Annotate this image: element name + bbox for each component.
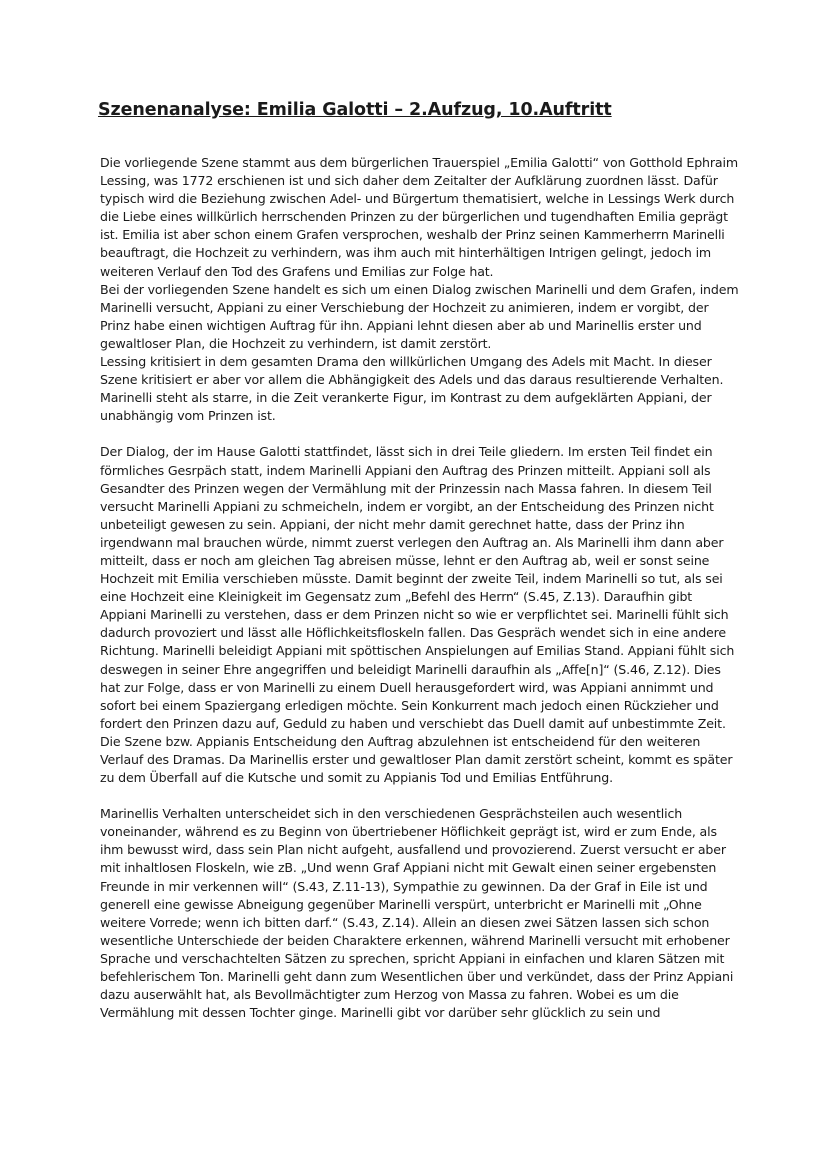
paragraph-scene-summary: Bei der vorliegenden Szene handelt es sich um einen Dialog zwischen Marinelli und dem Grafen, indem Marinelli versucht, Appiani zu einer Verschiebung der Hochzeit zu animieren, indem er vorgibt, der Prinz habe einen wichtigen Auftrag für ihn. Appiani lehnt diesen aber ab und Marinellis erster und gewaltloser Plan, die Hochzeit zu verhindern, ist damit zerstört. xyxy=(100,281,739,351)
document-body xyxy=(100,154,740,1022)
paragraph-scene-significance: Die Szene bzw. Appianis Entscheidung den Auftrag abzulehnen ist entscheidend für den weiteren Verlauf des Dramas. Da Marinellis erster und gewaltloser Plan damit zerstört scheint, kommt es später zu dem Überfall auf die Kutsche und somit zu Appianis Tod und Emilias Entführung. xyxy=(100,733,733,786)
section-gap xyxy=(100,425,740,443)
paragraph-marinelli-behavior: Marinellis Verhalten unterscheidet sich in den verschiedenen Gesprächsteilen auch wesentlich voneinander, während es zu Beginn von übertriebener Höflichkeit geprägt ist, wird er zum Ende, als ihm bewusst wird, dass sein Plan nicht aufgeht, ausfallend und provozierend. Zuerst versucht er aber mit inhaltlosen Floskeln, wie zB. „Und wenn Graf Appiani nicht mit Gewalt einen seiner ergebensten Freunde in mir verkennen will“ (S.43, Z.11-13), Sympathie zu gewinnen. Da der Graf in Eile ist und generell eine gewisse Abneigung gegenüber Marinelli verspürt, unterbricht er Marinelli mit „Ohne weitere Vorrede; wenn ich bitten darf.“ (S.43, Z.14). Allein an diesen zwei Sätzen lassen sich schon wesentliche Unterschiede der beiden Charaktere erkennen, während Marinelli versucht mit erhobener Sprache und verschachtelten Sätzen zu sprechen, spricht Appiani in einfachen und klaren Sätzen mit befehlerischem Ton. Marinelli geht dann zum Wesentlichen über und verkündet, dass der Prinz Appiani dazu auserwählt hat, als Bevollmächtigter zum Herzog von Massa zu fahren. Wobei es um die Vermählung mit dessen Tochter ginge. Marinelli gibt vor darüber sehr glücklich zu sein und xyxy=(100,806,734,1021)
paragraph-intro: Die vorliegende Szene stammt aus dem bürgerlichen Trauerspiel „Emilia Galotti“ von Gotthold Ephraim Lessing, was 1772 erschienen ist und sich daher dem Zeitalter der Aufklärung zuordnen lässt. Dafür typisch wird die Beziehung zwischen Adel- und Bürgertum thematisiert, welche in Lessings Werk durch die Liebe eines willkürlich herrschenden Prinzen zu der bürgerlichen und tugendhaften Emilia geprägt ist. Emilia ist aber schon einem Grafen versprochen, weshalb der Prinz seinen Kammerherrn Marinelli beauftragt, die Hochzeit zu verhindern, was ihm auch mit hinterhältigen Intrigen gelingt, jedoch im weiteren Verlauf den Tod des Grafens und Emilias zur Folge hat. xyxy=(100,155,738,279)
paragraph-lessing-critique: Lessing kritisiert in dem gesamten Drama den willkürlichen Umgang des Adels mit Macht. In dieser Szene kritisiert er aber vor allem die Abhängigkeit des Adels und das daraus resultierende Verhalten. Marinelli steht als starre, in die Zeit verankerte Figur, im Kontrast zu dem aufgeklärten Appiani, der unabhängig vom Prinzen ist. xyxy=(100,354,724,424)
section-gap xyxy=(100,787,740,805)
document-title: Szenenanalyse: Emilia Galotti – 2.Aufzug, 10.Auftritt xyxy=(98,100,612,120)
paragraph-dialog-structure: Der Dialog, der im Hause Galotti stattfindet, lässt sich in drei Teile gliedern. Im ersten Teil findet ein förmliches Gesrpäch statt, indem Marinelli Appiani den Auftrag des Prinzen mitteilt. Appiani soll als Gesandter des Prinzen wegen der Vermählung mit der Prinzessin nach Massa fahren. In diesem Teil versucht Marinelli Appiani zu schmeicheln, indem er vorgibt, an der Entscheidung des Prinzen nicht unbeteiligt gewesen zu sein. Appiani, der nicht mehr damit gerechnet hatte, dass der Prinz ihn irgendwann mal brauchen würde, nimmt zuerst verlegen den Auftrag an. Als Marinelli ihm dann aber mitteilt, dass er noch am gleichen Tag abreisen müsse, lehnt er den Auftrag ab, weil er sonst seine Hochzeit mit Emilia verschieben müsste. Damit beginnt der zweite Teil, indem Marinelli so tut, als sei eine Hochzeit eine Kleinigkeit im Gegensatz zum „Befehl des Herrn“ (S.45, Z.13). Daraufhin gibt Appiani Marinelli zu verstehen, dass er dem Prinzen nicht so wie er verpflichtet sei. Marinelli fühlt sich dadurch provoziert und lässt alle Höflichkeitsfloskeln fallen. Das Gespräch wendet sich in eine andere Richtung. Marinelli beleidigt Appiani mit spöttischen Anspielungen auf Emilias Stand. Appiani fühlt sich deswegen in seiner Ehre angegriffen und beleidigt Marinelli daraufhin als „Affe[n]“ (S.46, Z.12). Dies hat zur Folge, dass er von Marinelli zu einem Duell herausgefordert wird, was Appiani annimmt und sofort bei einem Spaziergang erledigen möchte. Sein Konkurrent mach jedoch einen Rückzieher und fordert den Prinzen dazu auf, Geduld zu haben und verschiebt das Duell damit auf unbestimmte Zeit. xyxy=(100,444,735,731)
